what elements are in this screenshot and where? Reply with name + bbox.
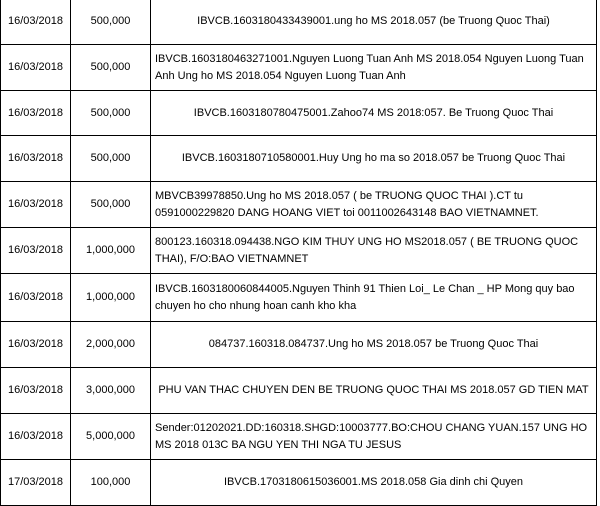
date-cell: 16/03/2018 (1, 414, 71, 460)
table-row (1, 228, 597, 274)
description-cell: IBVCB.1703180615036001.MS 2018.058 Gia dinh chi Quyen (151, 460, 597, 506)
description-cell: 800123.160318.094438.NGO KIM THUY UNG HO MS2018.057 ( BE TRUONG QUOC THAI), F/O:BAO VIETNAMNET (151, 228, 597, 274)
table-row (1, 0, 597, 45)
table-row (1, 460, 597, 506)
table-row (1, 182, 597, 228)
table-row (1, 91, 597, 136)
amount-cell: 500,000 (71, 0, 151, 45)
date-cell: 17/03/2018 (1, 460, 71, 506)
date-cell: 16/03/2018 (1, 182, 71, 228)
amount-cell: 1,000,000 (71, 228, 151, 274)
amount-cell: 5,000,000 (71, 414, 151, 460)
table-row (1, 322, 597, 368)
amount-cell: 500,000 (71, 91, 151, 136)
amount-cell: 500,000 (71, 136, 151, 182)
description-cell: 084737.160318.084737.Ung ho MS 2018.057 be Truong Quoc Thai (151, 322, 597, 368)
date-cell: 16/03/2018 (1, 45, 71, 91)
description-cell: IBVCB.1603180780475001.Zahoo74 MS 2018:057. Be Truong Quoc Thai (151, 91, 597, 136)
amount-cell: 500,000 (71, 182, 151, 228)
date-cell: 16/03/2018 (1, 0, 71, 45)
description-cell: Sender:01202021.DD:160318.SHGD:10003777.BO:CHOU CHANG YUAN.157 UNG HO MS 2018 013C BA NGU YEN THI NGA TU JESUS (151, 414, 597, 460)
description-cell: IBVCB.1603180710580001.Huy Ung ho ma so 2018.057 be Truong Quoc Thai (151, 136, 597, 182)
table-row (1, 368, 597, 414)
amount-cell: 2,000,000 (71, 322, 151, 368)
date-cell: 16/03/2018 (1, 274, 71, 322)
table-row (1, 45, 597, 91)
table-row (1, 414, 597, 460)
amount-cell: 3,000,000 (71, 368, 151, 414)
date-cell: 16/03/2018 (1, 228, 71, 274)
date-cell: 16/03/2018 (1, 91, 71, 136)
amount-cell: 500,000 (71, 45, 151, 91)
date-cell: 16/03/2018 (1, 322, 71, 368)
amount-cell: 1,000,000 (71, 274, 151, 322)
description-cell: IBVCB.1603180433439001.ung ho MS 2018.057 (be Truong Quoc Thai) (151, 0, 597, 45)
date-cell: 16/03/2018 (1, 136, 71, 182)
table-row (1, 136, 597, 182)
description-cell: PHU VAN THAC CHUYEN DEN BE TRUONG QUOC THAI MS 2018.057 GD TIEN MAT (151, 368, 597, 414)
description-cell: IBVCB.1603180463271001.Nguyen Luong Tuan Anh MS 2018.054 Nguyen Luong Tuan Anh Ung ho MS 2018.054 Nguyen Luong Tuan Anh (151, 45, 597, 91)
description-cell: MBVCB39978850.Ung ho MS 2018.057 ( be TRUONG QUOC THAI ).CT tu 0591000229820 DANG HOANG VIET toi 0011002643148 BAO VIETNAMNET. (151, 182, 597, 228)
amount-cell: 100,000 (71, 460, 151, 506)
description-cell: IBVCB.1603180060844005.Nguyen Thinh 91 Thien Loi_ Le Chan _ HP Mong quy bao chuyen ho cho nhung hoan canh kho kha (151, 274, 597, 322)
table-row (1, 274, 597, 322)
date-cell: 16/03/2018 (1, 368, 71, 414)
